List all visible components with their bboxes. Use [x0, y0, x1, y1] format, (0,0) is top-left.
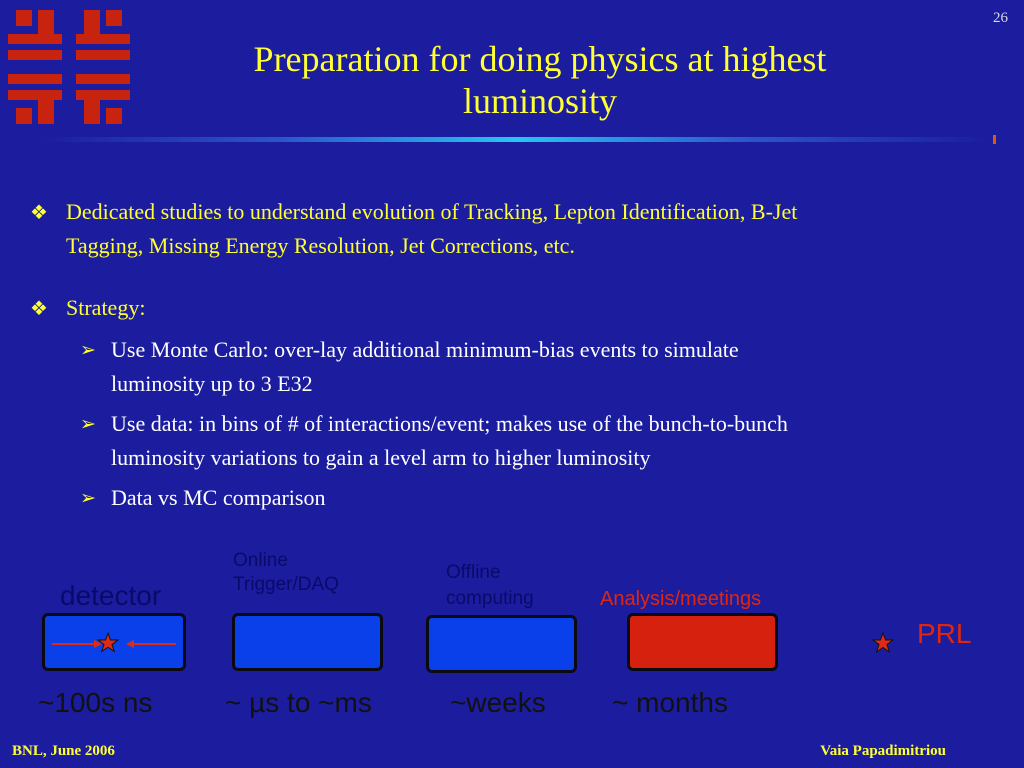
offline-time: ~weeks [450, 687, 546, 718]
sub-bullet-text-line: luminosity up to 3 E32 [111, 371, 313, 396]
fermilab-logo [8, 6, 130, 128]
offline-label-line: Offline [446, 562, 501, 583]
analysis-box [627, 613, 778, 671]
sub-bullet-text-line: Use Monte Carlo: over-lay additional minimum-bias events to simulate [111, 337, 739, 362]
sub-bullet-item [80, 407, 1000, 475]
arrowhead-icon: ➢ [80, 413, 96, 435]
diamond-cluster-icon: ❖ [30, 296, 48, 320]
analysis-time: ~ months [612, 687, 728, 718]
bullet-text-line: Dedicated studies to understand evolution of Tracking, Lepton Identification, B-Jet [66, 199, 798, 224]
title-line-1: Preparation for doing physics at highest [253, 39, 827, 79]
diamond-cluster-icon: ❖ [30, 200, 48, 224]
offline-label [446, 560, 534, 612]
offline-label-line: computing [446, 588, 534, 609]
sub-bullet-text-line: luminosity variations to gain a level arm to higher luminosity [111, 445, 651, 470]
sub-bullet-item [80, 481, 1000, 515]
title-line-2: luminosity [462, 81, 618, 121]
arrowhead-icon: ➢ [80, 339, 96, 361]
sub-bullet-text-line: Data vs MC comparison [111, 485, 326, 510]
bullet-text-line: Strategy: [66, 295, 146, 320]
sub-bullet-item [80, 333, 1000, 401]
online-label-line: Online [233, 550, 288, 571]
arrowhead-icon: ➢ [80, 487, 96, 509]
online-time: ~ µs to ~ms [225, 687, 372, 718]
footer-left: BNL, June 2006 [12, 743, 115, 759]
detector-time: ~100s ns [38, 687, 153, 718]
detector-arrows [42, 613, 186, 671]
star-icon [98, 633, 118, 652]
slide-title [150, 38, 930, 122]
slide-number: 26 [993, 10, 1008, 26]
online-box [232, 613, 383, 671]
bullet-item [30, 195, 1015, 263]
offline-box [426, 615, 577, 673]
title-divider [40, 137, 990, 142]
detector-label: detector [60, 580, 162, 611]
online-label-line: Trigger/DAQ [233, 574, 339, 595]
bullet-text-line: Tagging, Missing Energy Resolution, Jet Corrections, etc. [66, 233, 575, 258]
analysis-label: Analysis/meetings [600, 588, 762, 610]
sub-bullet-text-line: Use data: in bins of # of interactions/event; makes use of the bunch-to-bunch [111, 411, 788, 436]
divider-mark [993, 135, 996, 144]
footer-right: Vaia Papadimitriou [820, 743, 946, 759]
online-label [233, 549, 339, 597]
star-icon [872, 632, 894, 654]
prl-label: PRL [917, 618, 972, 649]
bullet-item [30, 291, 1015, 325]
